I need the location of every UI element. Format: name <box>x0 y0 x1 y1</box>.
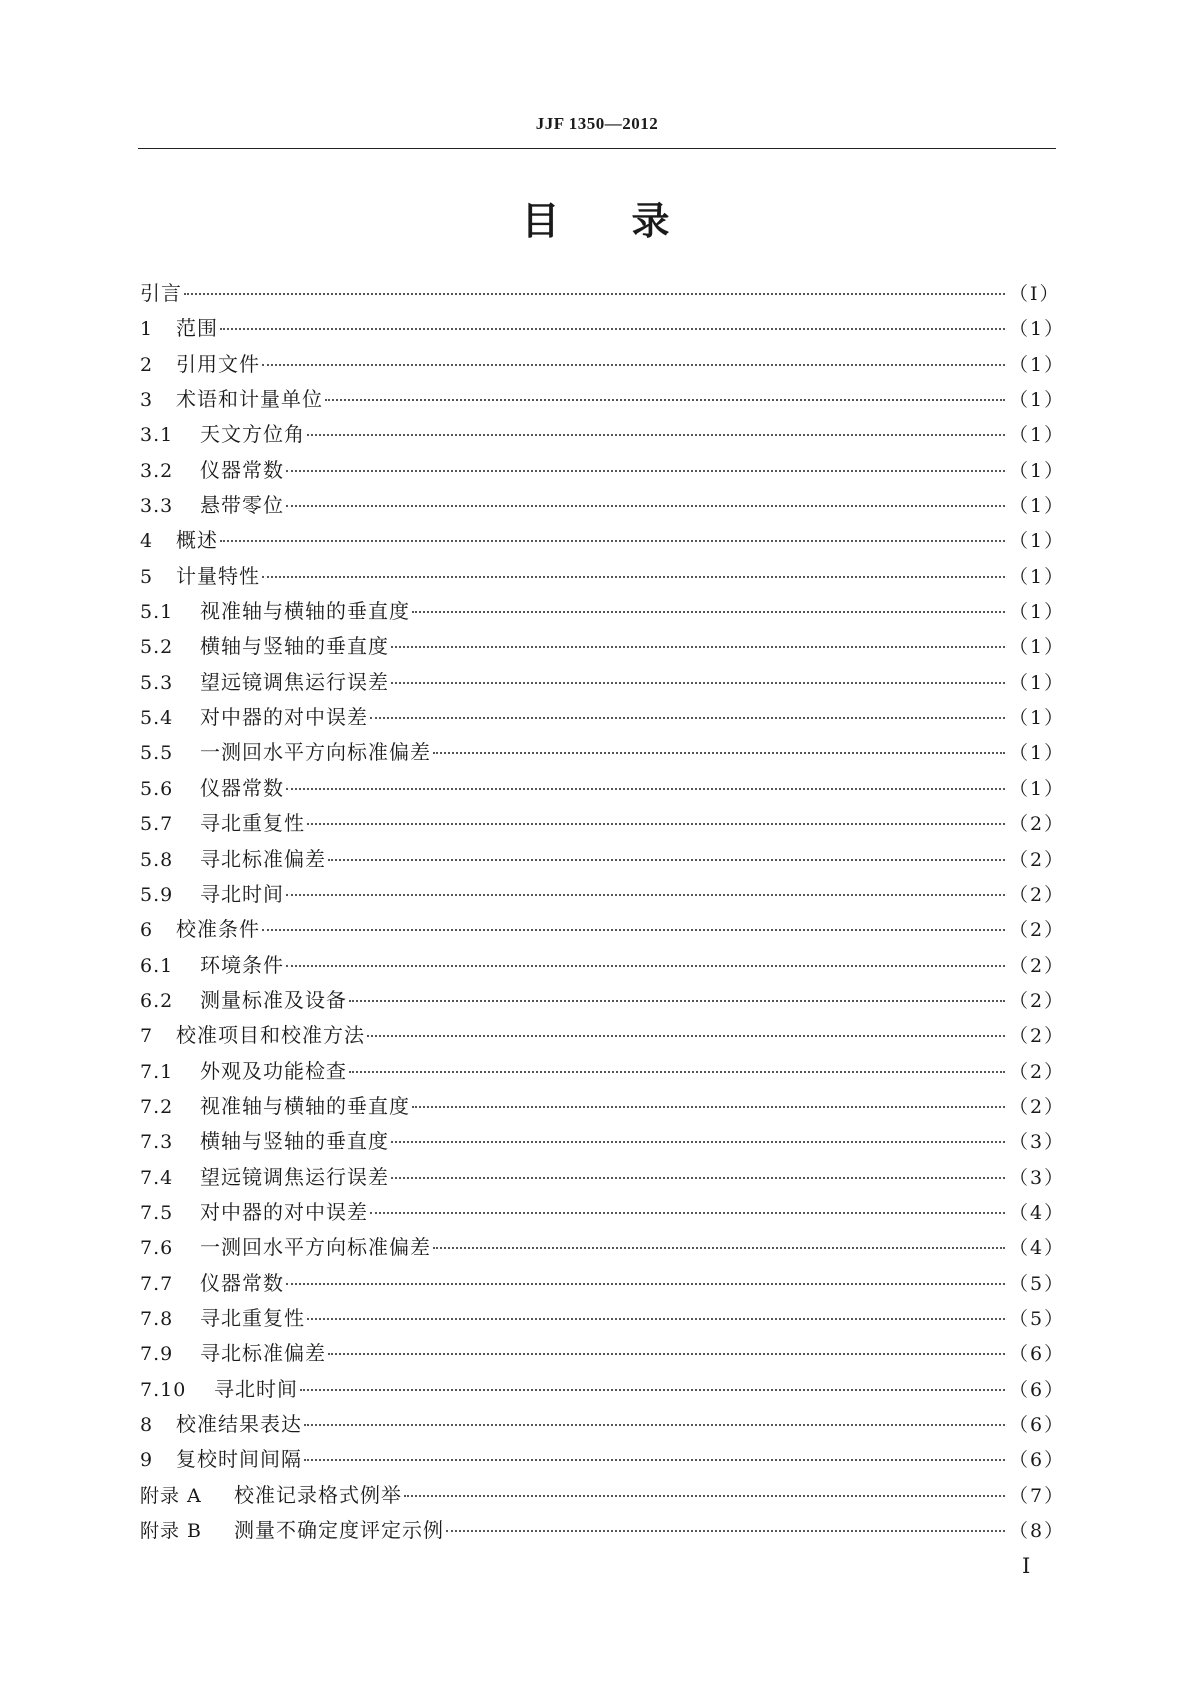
toc-entry-page: （2） <box>1009 1095 1066 1118</box>
toc-entry-number: 4 <box>140 530 154 553</box>
toc-entry[interactable] <box>140 1089 1066 1124</box>
toc-entry-label: 仪器常数 <box>200 457 284 482</box>
toc-entry[interactable] <box>140 488 1066 523</box>
dot-leader <box>286 1283 1005 1285</box>
dot-leader <box>184 293 1005 295</box>
toc-entry-page: （5） <box>1009 1307 1066 1330</box>
dot-leader <box>220 328 1005 330</box>
toc-entry-page: （1） <box>1009 565 1066 588</box>
toc-entry-page: （4） <box>1009 1201 1066 1224</box>
toc-entry-label: 寻北重复性 <box>200 811 305 836</box>
dot-leader <box>300 1389 1005 1391</box>
dot-leader <box>391 1141 1005 1143</box>
toc-entry-number: 8 <box>140 1414 154 1436</box>
toc-entry[interactable] <box>140 1478 1066 1513</box>
document-code-header: JJF 1350—2012 <box>535 114 659 133</box>
table-of-contents <box>140 276 1066 1548</box>
toc-entry[interactable] <box>140 276 1061 311</box>
toc-entry-number: 3 <box>140 389 154 412</box>
toc-entry-page: （1） <box>1009 424 1066 447</box>
toc-entry-number: 7.2 <box>140 1095 174 1118</box>
toc-entry-label: 仪器常数 <box>200 775 284 800</box>
toc-entry-page: （2） <box>1009 848 1066 871</box>
toc-entry-number: 7.5 <box>140 1201 174 1224</box>
toc-entry-number: 3.1 <box>140 424 174 447</box>
toc-entry-number: 5.9 <box>140 883 174 906</box>
dot-leader <box>286 788 1005 790</box>
toc-entry-number: 6 <box>140 919 154 942</box>
toc-entry-number: 7.8 <box>140 1307 174 1330</box>
toc-entry-label: 引言 <box>140 281 182 305</box>
toc-entry-label: 对中器的对中误差 <box>200 705 368 730</box>
toc-entry-number: 9 <box>140 1449 154 1472</box>
toc-entry[interactable] <box>140 842 1066 877</box>
toc-entry[interactable] <box>140 1266 1066 1301</box>
toc-entry-label: 校准记录格式例举 <box>234 1482 402 1507</box>
toc-entry-number: 5.4 <box>140 707 174 730</box>
toc-entry-label: 寻北时间 <box>214 1376 298 1401</box>
toc-entry-label: 测量不确定度评定示例 <box>234 1518 444 1543</box>
toc-entry[interactable] <box>140 806 1066 841</box>
toc-entry-page: （2） <box>1009 989 1066 1012</box>
toc-entry-number: 7.1 <box>140 1060 174 1083</box>
toc-entry-label: 寻北标准偏差 <box>200 846 326 871</box>
toc-entry-label: 望远镜调焦运行误差 <box>200 1164 389 1189</box>
toc-entry[interactable] <box>140 771 1066 806</box>
toc-entry-page: （Ⅰ） <box>1009 283 1061 305</box>
toc-entry-number: 附录 A <box>140 1484 202 1507</box>
toc-entry-label: 校准条件 <box>176 917 260 942</box>
dot-leader <box>304 1459 1005 1461</box>
toc-entry[interactable] <box>140 1160 1066 1195</box>
dot-leader <box>391 1177 1005 1179</box>
toc-entry-label: 校准结果表达 <box>176 1412 302 1436</box>
dot-leader <box>262 364 1005 366</box>
dot-leader <box>286 505 1005 507</box>
toc-entry[interactable] <box>140 311 1066 346</box>
toc-entry-label: 视准轴与横轴的垂直度 <box>200 599 410 624</box>
toc-entry-page: （5） <box>1009 1272 1066 1295</box>
toc-entry[interactable] <box>140 347 1066 382</box>
toc-entry-page: （1） <box>1009 389 1066 412</box>
toc-entry[interactable] <box>140 1054 1066 1089</box>
toc-entry[interactable] <box>140 948 1066 983</box>
dot-leader <box>349 1000 1005 1002</box>
toc-entry[interactable] <box>140 665 1066 700</box>
toc-entry-number: 5.5 <box>140 742 174 765</box>
toc-entry-number: 5.1 <box>140 601 174 624</box>
toc-entry-page: （1） <box>1009 353 1066 376</box>
dot-leader <box>412 611 1005 613</box>
toc-entry-label: 视准轴与横轴的垂直度 <box>200 1093 410 1118</box>
toc-entry-number: 1 <box>140 318 154 341</box>
toc-entry-page: （6） <box>1009 1414 1066 1436</box>
toc-entry-page: （2） <box>1009 954 1066 977</box>
toc-entry[interactable] <box>140 523 1066 558</box>
dot-leader <box>370 1212 1005 1214</box>
toc-entry[interactable] <box>140 382 1066 417</box>
toc-entry-label: 对中器的对中误差 <box>200 1199 368 1224</box>
toc-entry-number: 7 <box>140 1025 154 1048</box>
dot-leader <box>328 1353 1005 1355</box>
dot-leader <box>433 752 1005 754</box>
dot-leader <box>286 894 1005 896</box>
toc-entry-label: 横轴与竖轴的垂直度 <box>200 1129 389 1154</box>
toc-entry-number: 5.6 <box>140 777 174 800</box>
toc-entry-number: 5.2 <box>140 636 174 659</box>
toc-entry[interactable] <box>140 629 1066 664</box>
toc-entry-number: 2 <box>140 353 154 376</box>
toc-entry-label: 外观及功能检查 <box>200 1058 347 1083</box>
dot-leader <box>391 646 1005 648</box>
toc-entry[interactable] <box>140 983 1066 1018</box>
toc-entry-label: 寻北时间 <box>200 881 284 906</box>
toc-entry[interactable] <box>140 1124 1066 1159</box>
header-rule <box>138 148 1056 149</box>
toc-entry-label: 范围 <box>176 316 218 341</box>
page-folio: Ⅰ <box>1022 1554 1031 1578</box>
toc-entry-page: （1） <box>1009 742 1066 765</box>
toc-entry-label: 计量特性 <box>176 563 260 588</box>
toc-entry-page: （3） <box>1009 1131 1066 1154</box>
toc-entry-page: （1） <box>1009 495 1066 518</box>
toc-entry-page: （4） <box>1009 1237 1066 1260</box>
toc-entry-label: 悬带零位 <box>200 493 284 518</box>
toc-entry-page: （2） <box>1009 1025 1066 1048</box>
toc-entry-page: （1） <box>1009 318 1066 341</box>
toc-entry-page: （7） <box>1009 1484 1066 1507</box>
toc-entry-number: 7.10 <box>140 1378 187 1401</box>
toc-entry-page: （1） <box>1009 636 1066 659</box>
toc-entry[interactable] <box>140 1195 1066 1230</box>
toc-entry-page: （1） <box>1009 777 1066 800</box>
toc-entry[interactable] <box>140 1018 1066 1053</box>
toc-entry[interactable] <box>140 1513 1066 1548</box>
dot-leader <box>349 1071 1005 1073</box>
toc-entry-page: （6） <box>1009 1449 1066 1472</box>
dot-leader <box>307 823 1005 825</box>
dot-leader <box>328 859 1005 861</box>
toc-entry-number: 附录 B <box>140 1520 203 1543</box>
toc-entry-label: 一测回水平方向标准偏差 <box>200 740 431 765</box>
page-title: 目录 <box>521 199 742 243</box>
toc-entry-page: （1） <box>1009 671 1066 694</box>
toc-entry-label: 引用文件 <box>176 351 260 376</box>
toc-entry-page: （1） <box>1009 601 1066 624</box>
toc-entry-number: 6.2 <box>140 989 174 1012</box>
toc-entry-label: 寻北标准偏差 <box>200 1341 326 1366</box>
dot-leader <box>220 540 1005 542</box>
toc-entry-label: 仪器常数 <box>200 1270 284 1295</box>
toc-entry[interactable] <box>140 1442 1066 1477</box>
toc-entry-label: 术语和计量单位 <box>176 387 323 412</box>
dot-leader <box>433 1247 1005 1249</box>
toc-entry-page: （1） <box>1009 459 1066 482</box>
toc-entry-label: 寻北重复性 <box>200 1305 305 1330</box>
toc-entry[interactable] <box>140 559 1066 594</box>
toc-entry-label: 复校时间间隔 <box>176 1447 302 1472</box>
toc-entry-number: 7.7 <box>140 1272 174 1295</box>
toc-entry-number: 5.8 <box>140 848 174 871</box>
toc-entry-number: 6.1 <box>140 954 174 977</box>
toc-entry[interactable] <box>140 912 1066 947</box>
dot-leader <box>307 1318 1005 1320</box>
toc-entry-number: 7.6 <box>140 1237 174 1260</box>
toc-entry-label: 校准项目和校准方法 <box>176 1023 365 1048</box>
toc-entry[interactable] <box>140 1230 1066 1265</box>
toc-entry-label: 横轴与竖轴的垂直度 <box>200 634 389 659</box>
dot-leader <box>391 682 1005 684</box>
toc-entry-number: 7.3 <box>140 1131 174 1154</box>
toc-entry-page: （2） <box>1009 813 1066 836</box>
toc-entry-number: 5.3 <box>140 671 174 694</box>
toc-entry-page: （3） <box>1009 1166 1066 1189</box>
dot-leader <box>370 717 1005 719</box>
toc-entry-label: 测量标准及设备 <box>200 987 347 1012</box>
toc-entry-label: 望远镜调焦运行误差 <box>200 669 389 694</box>
toc-entry-page: （6） <box>1009 1378 1066 1401</box>
toc-entry-number: 7.9 <box>140 1343 174 1366</box>
toc-entry[interactable] <box>140 594 1066 629</box>
toc-entry-page: （8） <box>1009 1520 1066 1543</box>
toc-entry[interactable] <box>140 417 1066 452</box>
toc-entry-label: 一测回水平方向标准偏差 <box>200 1235 431 1260</box>
toc-entry[interactable] <box>140 1301 1066 1336</box>
toc-entry-number: 5 <box>140 565 154 588</box>
toc-entry[interactable] <box>140 877 1066 912</box>
dot-leader <box>412 1106 1005 1108</box>
toc-entry[interactable] <box>140 1407 1066 1442</box>
dot-leader <box>404 1495 1005 1497</box>
toc-entry[interactable] <box>140 1372 1066 1407</box>
toc-entry-page: （2） <box>1009 883 1066 906</box>
toc-entry-page: （1） <box>1009 707 1066 730</box>
toc-entry-number: 3.2 <box>140 459 174 482</box>
toc-entry-number: 7.4 <box>140 1166 174 1189</box>
toc-entry-label: 环境条件 <box>200 952 284 977</box>
dot-leader <box>286 965 1005 967</box>
dot-leader <box>286 470 1005 472</box>
toc-entry[interactable] <box>140 453 1066 488</box>
toc-entry[interactable] <box>140 735 1066 770</box>
toc-entry-page: （6） <box>1009 1343 1066 1366</box>
toc-entry-page: （1） <box>1009 530 1066 553</box>
toc-entry-page: （2） <box>1009 1060 1066 1083</box>
dot-leader <box>304 1424 1005 1426</box>
toc-entry[interactable] <box>140 1336 1066 1371</box>
dot-leader <box>367 1035 1005 1037</box>
dot-leader <box>307 434 1005 436</box>
dot-leader <box>262 576 1005 578</box>
dot-leader <box>262 929 1005 931</box>
dot-leader <box>325 399 1005 401</box>
toc-entry-label: 天文方位角 <box>200 422 305 447</box>
toc-entry[interactable] <box>140 700 1066 735</box>
toc-entry-number: 5.7 <box>140 813 174 836</box>
toc-entry-label: 概述 <box>176 528 218 553</box>
toc-entry-number: 3.3 <box>140 495 174 518</box>
dot-leader <box>446 1530 1005 1532</box>
toc-entry-page: （2） <box>1009 919 1066 942</box>
